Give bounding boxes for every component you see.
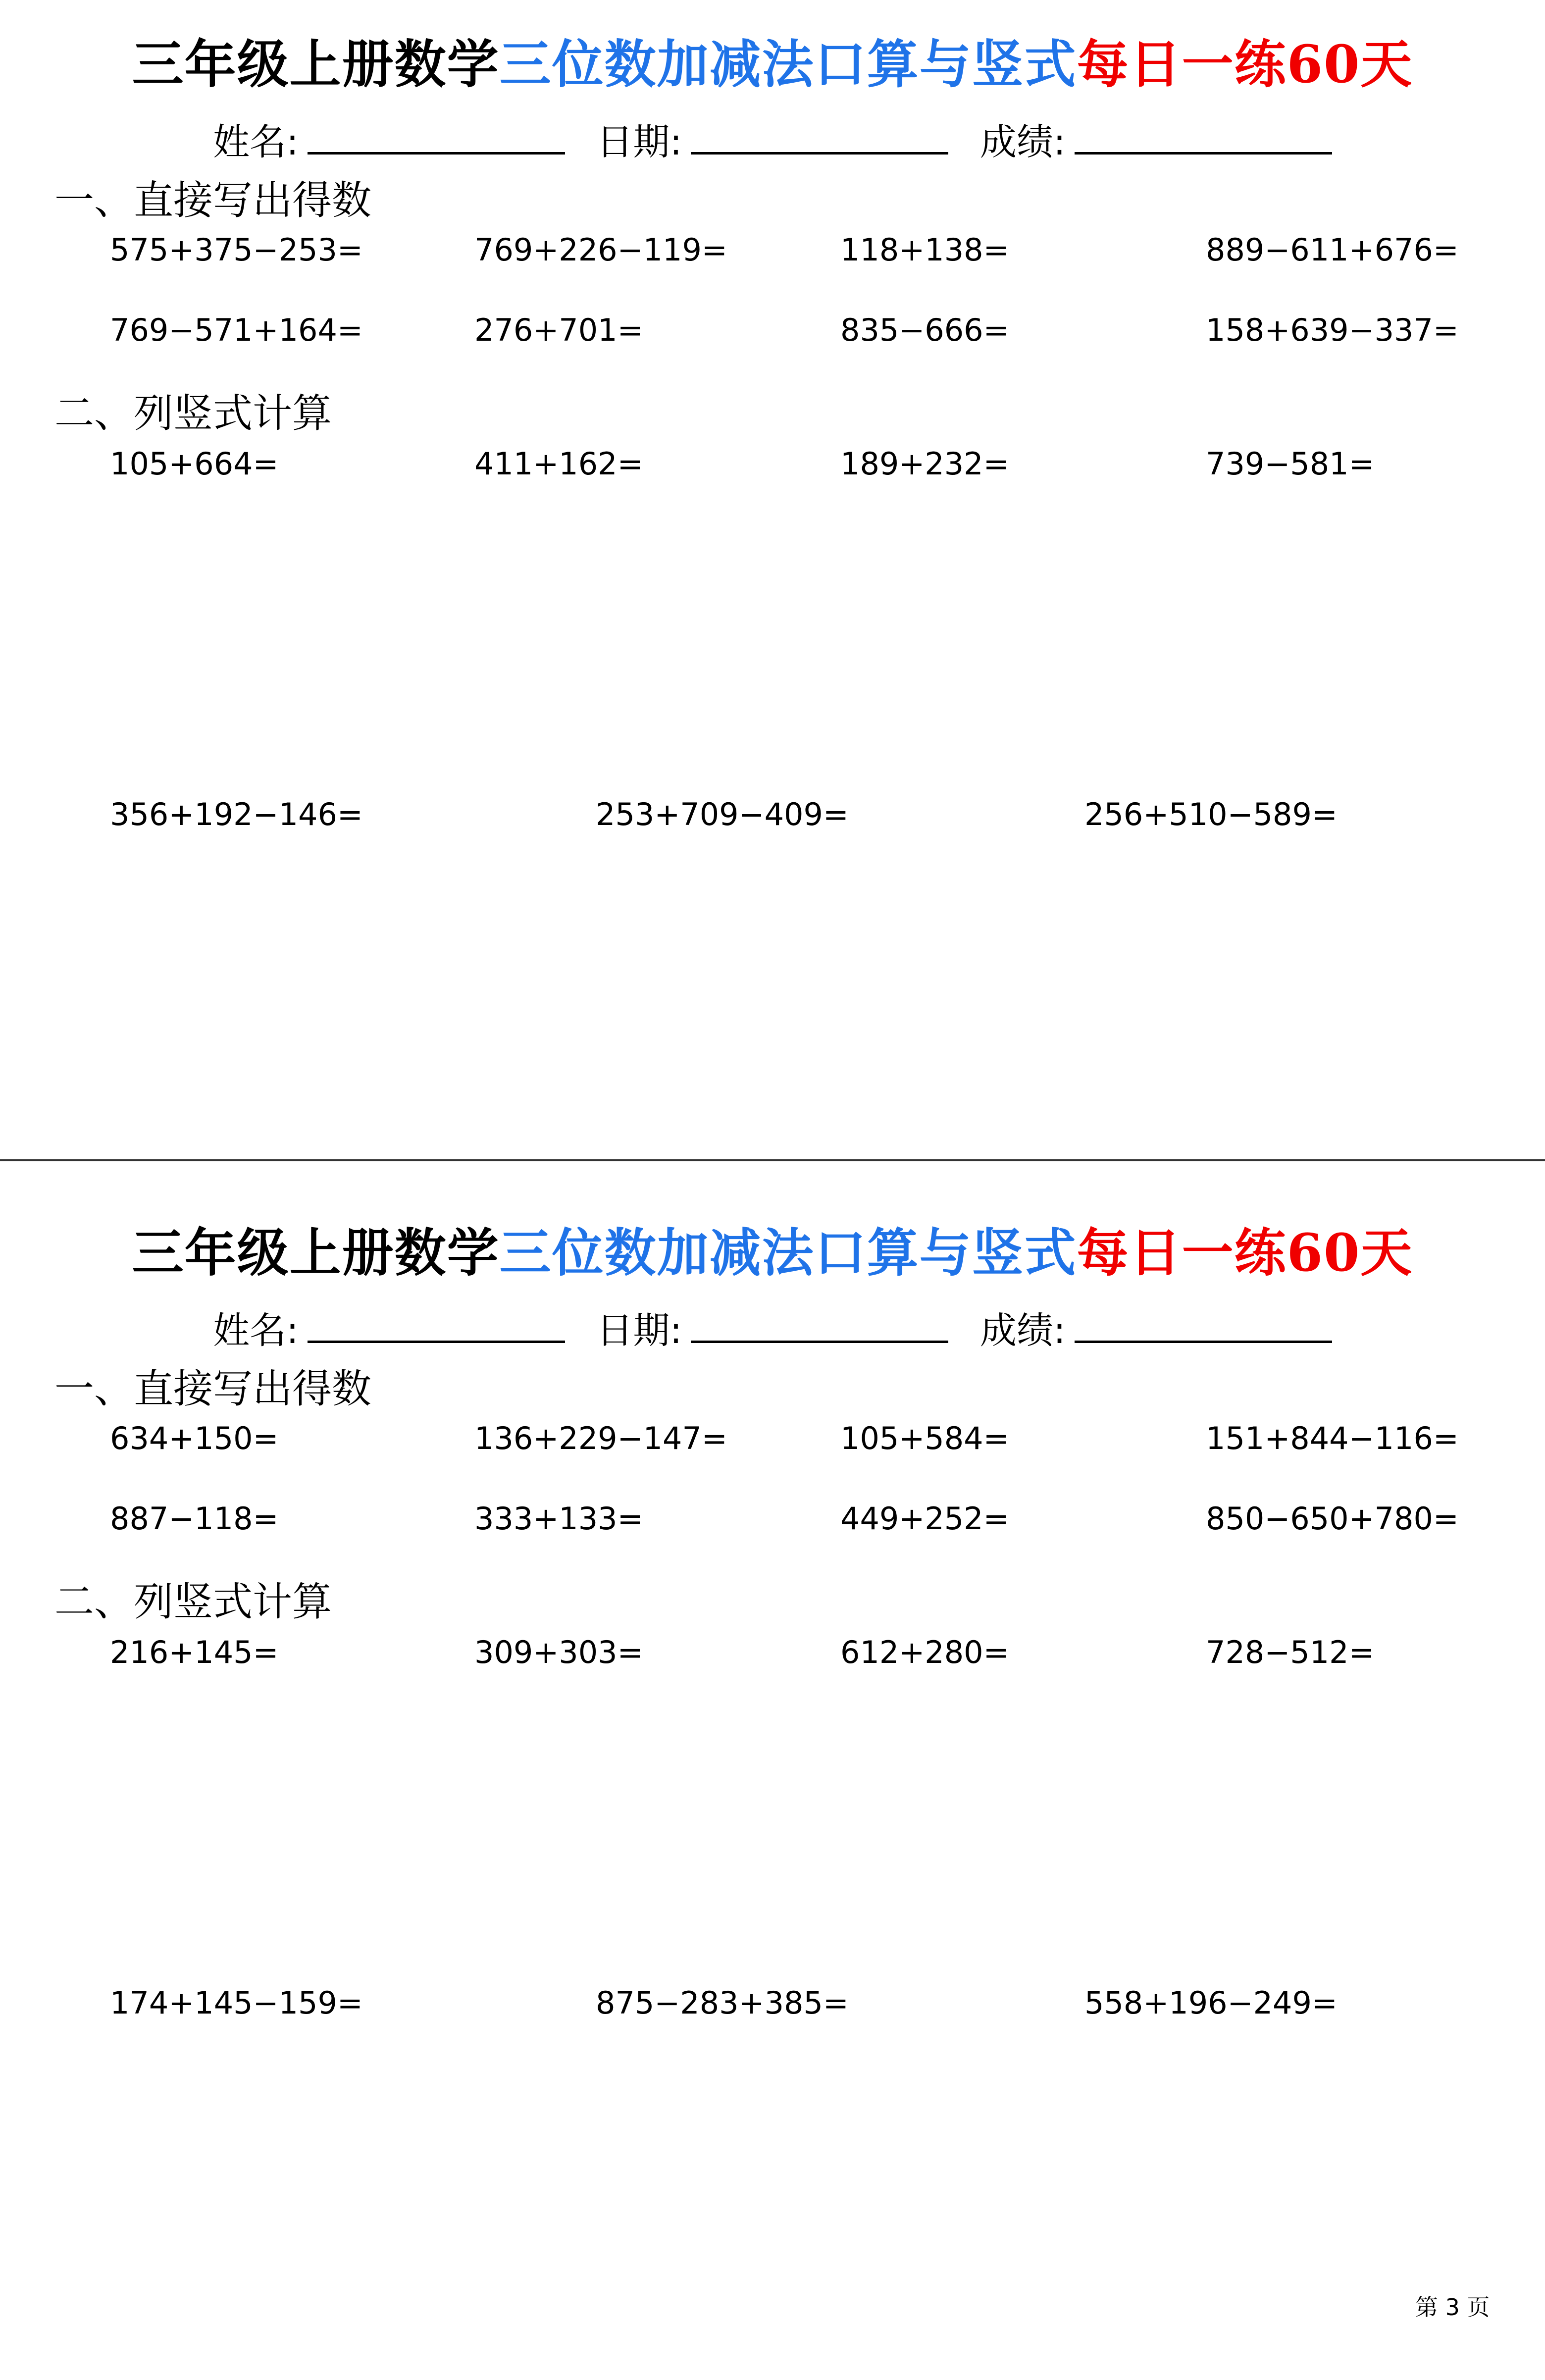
oral-problem: 769−571+164= (110, 312, 363, 348)
title-part-grade: 三年级上册数学 (132, 34, 500, 95)
oral-problem: 835−666= (840, 312, 1009, 348)
worksheet-2 (0, 1189, 1545, 2347)
date-field (597, 115, 949, 169)
name-label: 姓名: (213, 121, 299, 163)
student-info-row (0, 1303, 1545, 1358)
vertical-problem: 253+709−409= (596, 796, 849, 832)
title-part-grade: 三年级上册数学 (132, 1222, 500, 1283)
oral-problem: 634+150= (110, 1420, 279, 1456)
vertical-problem: 612+280= (840, 1634, 1009, 1670)
score-blank[interactable] (1075, 1306, 1332, 1343)
vertical-problem: 189+232= (840, 446, 1009, 482)
name-field (213, 115, 565, 169)
title-part-daily: 每日一练60天 (1077, 1222, 1413, 1283)
oral-problem: 449+252= (840, 1500, 1009, 1537)
oral-problem: 151+844−116= (1206, 1420, 1459, 1456)
oral-problem: 118+138= (840, 232, 1009, 268)
date-field (597, 1303, 949, 1358)
date-label: 日期: (596, 1309, 682, 1352)
vertical-problem: 256+510−589= (1084, 796, 1338, 832)
worksheet-title (0, 1218, 1545, 1288)
page-number: 第 3 页 (1415, 2294, 1490, 2321)
vertical-problem: 356+192−146= (110, 796, 363, 832)
score-blank[interactable] (1075, 117, 1332, 155)
oral-problem: 105+584= (840, 1420, 1009, 1456)
sheet-divider (0, 1159, 1545, 1161)
vertical-problem: 558+196−249= (1084, 1985, 1338, 2021)
date-blank[interactable] (691, 117, 948, 155)
student-info-row (0, 115, 1545, 169)
title-part-daily: 每日一练60天 (1077, 34, 1413, 95)
oral-problem: 276+701= (474, 312, 643, 348)
name-blank[interactable] (308, 1306, 565, 1343)
vertical-section-heading: 二、列竖式计算 (54, 390, 332, 436)
name-label: 姓名: (213, 1309, 299, 1352)
vertical-problem: 728−512= (1206, 1634, 1375, 1670)
date-label: 日期: (596, 121, 682, 163)
date-blank[interactable] (691, 1306, 948, 1343)
vertical-problem: 739−581= (1206, 446, 1375, 482)
name-field (213, 1303, 565, 1358)
vertical-problem: 105+664= (110, 446, 279, 482)
oral-problem: 850−650+780= (1206, 1500, 1459, 1537)
oral-problem: 136+229−147= (474, 1420, 727, 1456)
vertical-problem: 174+145−159= (110, 1985, 363, 2021)
oral-problem: 769+226−119= (474, 232, 727, 268)
vertical-problem: 309+303= (474, 1634, 643, 1670)
worksheet-title (0, 30, 1545, 99)
vertical-problem: 216+145= (110, 1634, 279, 1670)
oral-problem: 887−118= (110, 1500, 279, 1537)
vertical-problem: 875−283+385= (596, 1985, 849, 2021)
oral-section-heading: 一、直接写出得数 (54, 177, 371, 223)
score-label: 成绩: (980, 121, 1066, 163)
worksheet-1 (0, 0, 1545, 1159)
score-field (980, 115, 1332, 169)
score-field (980, 1303, 1332, 1358)
oral-section-heading: 一、直接写出得数 (54, 1366, 371, 1412)
oral-problem: 889−611+676= (1206, 232, 1459, 268)
name-blank[interactable] (308, 117, 565, 155)
vertical-section-heading: 二、列竖式计算 (54, 1579, 332, 1625)
title-part-topic: 三位数加减法口算与竖式 (499, 1222, 1077, 1283)
oral-problem: 575+375−253= (110, 232, 363, 268)
score-label: 成绩: (980, 1309, 1066, 1352)
oral-problem: 333+133= (474, 1500, 643, 1537)
title-part-topic: 三位数加减法口算与竖式 (499, 34, 1077, 95)
oral-problem: 158+639−337= (1206, 312, 1459, 348)
vertical-problem: 411+162= (474, 446, 643, 482)
